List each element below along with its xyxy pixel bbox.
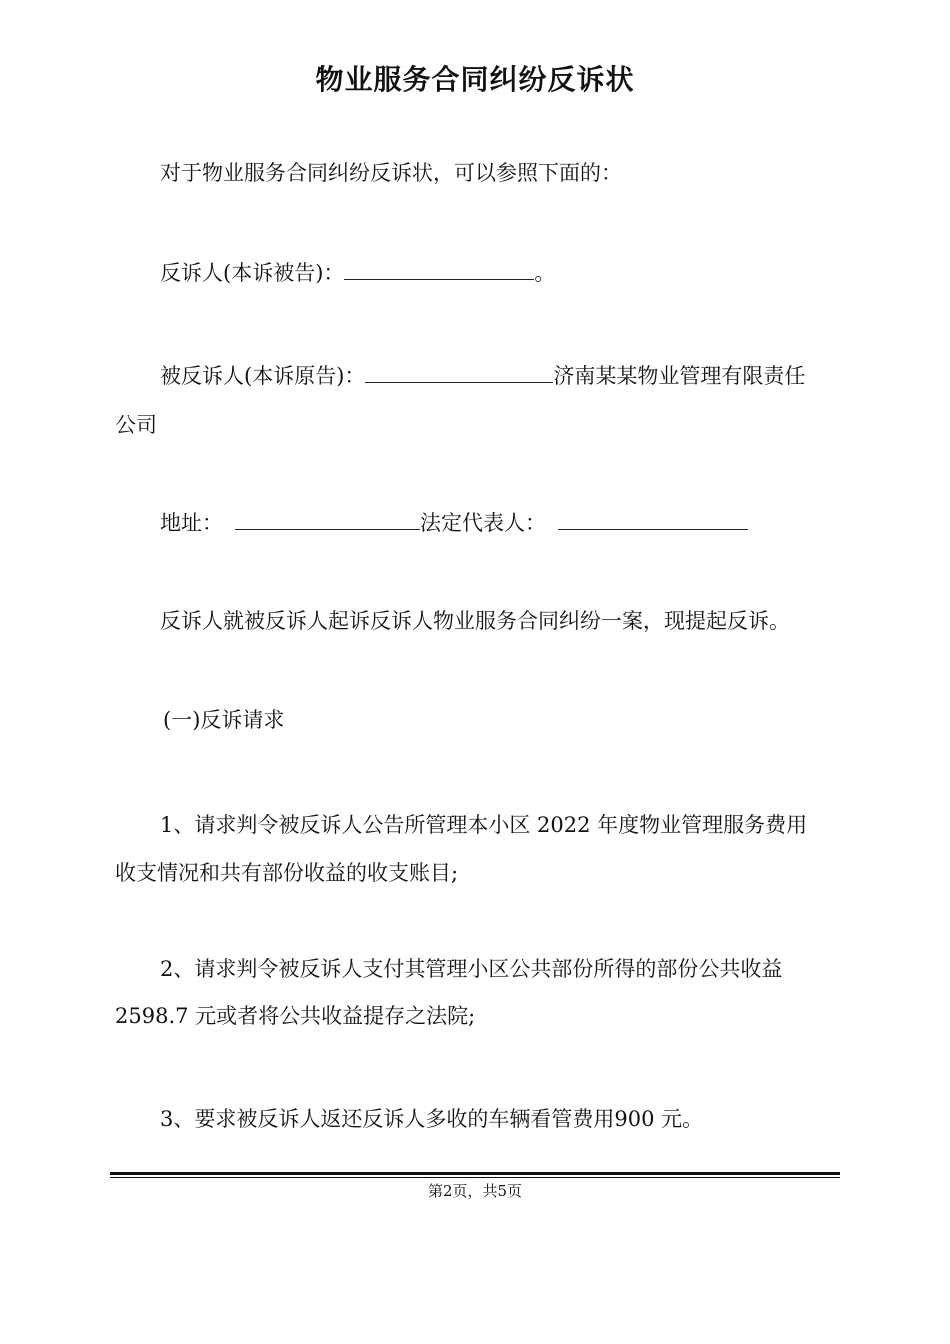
counter-plaintiff-label: 反诉人(本诉被告)：	[160, 261, 345, 285]
claim-1-line-2: 收支情况和共有部份收益的收支账目;	[115, 861, 459, 885]
footer-rule-thin	[110, 1177, 840, 1178]
counter-defendant-name: 济南某某物业管理有限责任	[553, 364, 806, 388]
claim-2-line-1: 2、请求判令被反诉人支付其管理小区公共部份所得的部份公共收益	[160, 957, 783, 981]
legal-rep-label: 法定代表人：	[420, 511, 546, 535]
counter-defendant-blank	[365, 358, 553, 383]
address-label: 地址：	[160, 511, 223, 535]
footer-rule-thick	[110, 1172, 840, 1175]
counter-plaintiff-blank	[344, 255, 534, 280]
claim-1-line-1: 1、请求判令被反诉人公告所管理本小区 2022 年度物业管理服务费用	[160, 813, 808, 837]
document-title: 物业服务合同纠纷反诉状	[315, 63, 635, 96]
claim-2-line-2: 2598.7 元或者将公共收益提存之法院;	[115, 1004, 476, 1028]
address-blank	[235, 505, 420, 530]
counter-defendant-line	[115, 353, 840, 399]
statement-paragraph: 反诉人就被反诉人起诉反诉人物业服务合同纠纷一案，现提起反诉。	[160, 609, 790, 633]
counter-plaintiff-end: 。	[534, 261, 556, 285]
intro-paragraph: 对于物业服务合同纠纷反诉状，可以参照下面的：	[160, 161, 622, 185]
section-heading: (一)反诉请求	[163, 708, 285, 732]
counter-plaintiff-line	[115, 250, 840, 296]
legal-rep-blank	[558, 505, 748, 530]
claim-3-line-1: 3、要求被反诉人返还反诉人多收的车辆看管费用900 元。	[160, 1107, 704, 1131]
address-line	[115, 500, 840, 546]
page-number: 第2页，共5页	[427, 1182, 523, 1200]
counter-defendant-name-cont: 公司	[115, 413, 157, 437]
counter-defendant-label: 被反诉人(本诉原告)：	[160, 364, 366, 388]
